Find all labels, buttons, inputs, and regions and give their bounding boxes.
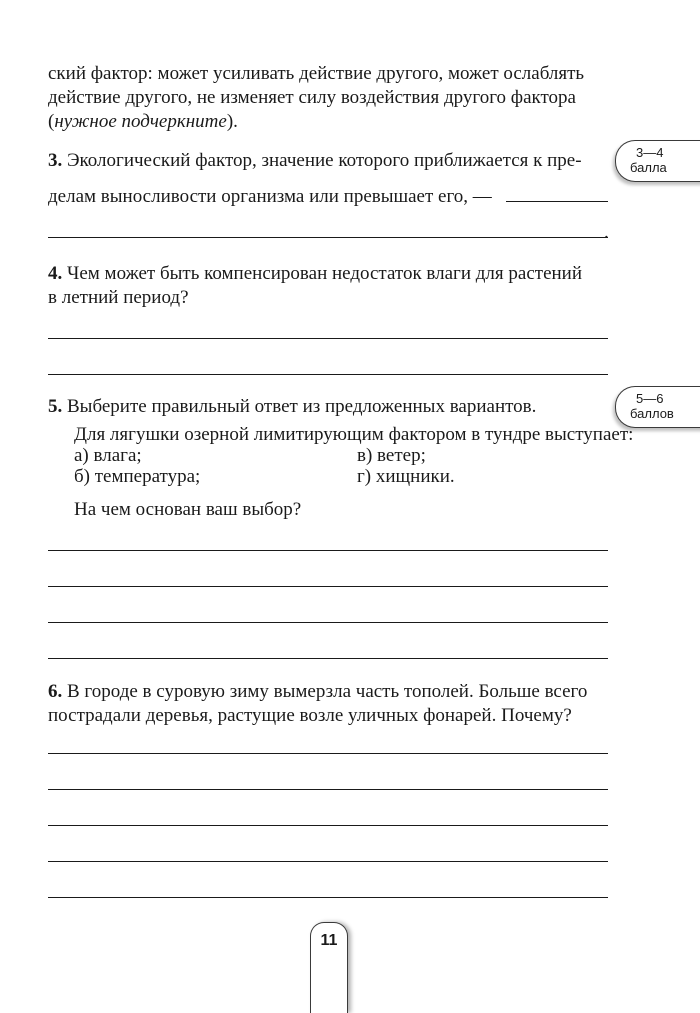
q3-score-bottom: балла	[630, 160, 667, 175]
q6-number: 6.	[48, 681, 63, 702]
intro-line-1: ский фактор: может усиливать действие другого, может ослаблять	[48, 63, 585, 84]
q6-answer-line-1[interactable]	[48, 753, 608, 754]
q4-line-1	[48, 263, 582, 285]
q4-answer-line-2[interactable]	[48, 374, 608, 375]
q5-followup: На чем основан ваш выбор?	[74, 499, 302, 520]
q5-option-g[interactable]: г) хищники.	[357, 466, 455, 487]
q6-line-2: пострадали деревья, растущие возле уличных фонарей. Почему?	[48, 705, 572, 726]
q5-answer-line-4[interactable]	[48, 658, 608, 659]
intro-line-2: действие другого, не изменяет силу воздействия другого фактора	[48, 87, 576, 108]
q3-line-2: делам выносливости организма или превышает его, —	[48, 186, 492, 207]
italic-note: нужное подчеркните	[54, 111, 227, 132]
q5-score-bottom: баллов	[630, 406, 674, 421]
page-number: 11	[320, 932, 338, 949]
q6-answer-line-2[interactable]	[48, 789, 608, 790]
q3-end-dot: .	[604, 222, 609, 243]
q6-line-1	[48, 681, 587, 703]
q3-score-top: 3—4	[636, 145, 664, 160]
paren-open: (	[48, 111, 55, 132]
intro-line-3	[48, 111, 238, 133]
paren-close: ).	[226, 111, 238, 132]
q5-answer-line-2[interactable]	[48, 586, 608, 587]
q4-text-1: Чем может быть компенсирован недостаток влаги для растений	[67, 263, 583, 284]
q5-stem: Для лягушки озерной лимитирующим фактором в тундре выступает:	[74, 424, 634, 445]
q5-text-1: Выберите правильный ответ из предложенных вариантов.	[67, 396, 537, 417]
q4-answer-line-1[interactable]	[48, 338, 608, 339]
q5-number: 5.	[48, 396, 63, 417]
q5-option-a[interactable]: а) влага;	[74, 445, 142, 466]
q6-answer-line-5[interactable]	[48, 897, 608, 898]
q3-number: 3.	[48, 150, 63, 171]
q5-option-v[interactable]: в) ветер;	[357, 445, 426, 466]
q3-inline-answer-line[interactable]	[506, 201, 608, 202]
q5-line-1	[48, 396, 536, 418]
q3-line-1	[48, 150, 582, 172]
q5-option-b[interactable]: б) температура;	[74, 466, 201, 487]
q3-answer-line[interactable]	[48, 237, 608, 238]
q5-answer-line-1[interactable]	[48, 550, 608, 551]
q5-score-badge	[615, 386, 700, 428]
q5-score-top: 5—6	[636, 391, 664, 406]
q5-answer-line-3[interactable]	[48, 622, 608, 623]
q4-line-2: в летний период?	[48, 287, 189, 308]
q4-number: 4.	[48, 263, 63, 284]
page-number-tab	[310, 922, 348, 1013]
q6-answer-line-4[interactable]	[48, 861, 608, 862]
q3-score-badge	[615, 140, 700, 182]
q6-text-1: В городе в суровую зиму вымерзла часть тополей. Больше всего	[67, 681, 588, 702]
q6-answer-line-3[interactable]	[48, 825, 608, 826]
q3-text-1: Экологический фактор, значение которого приближается к пре-	[67, 150, 582, 171]
